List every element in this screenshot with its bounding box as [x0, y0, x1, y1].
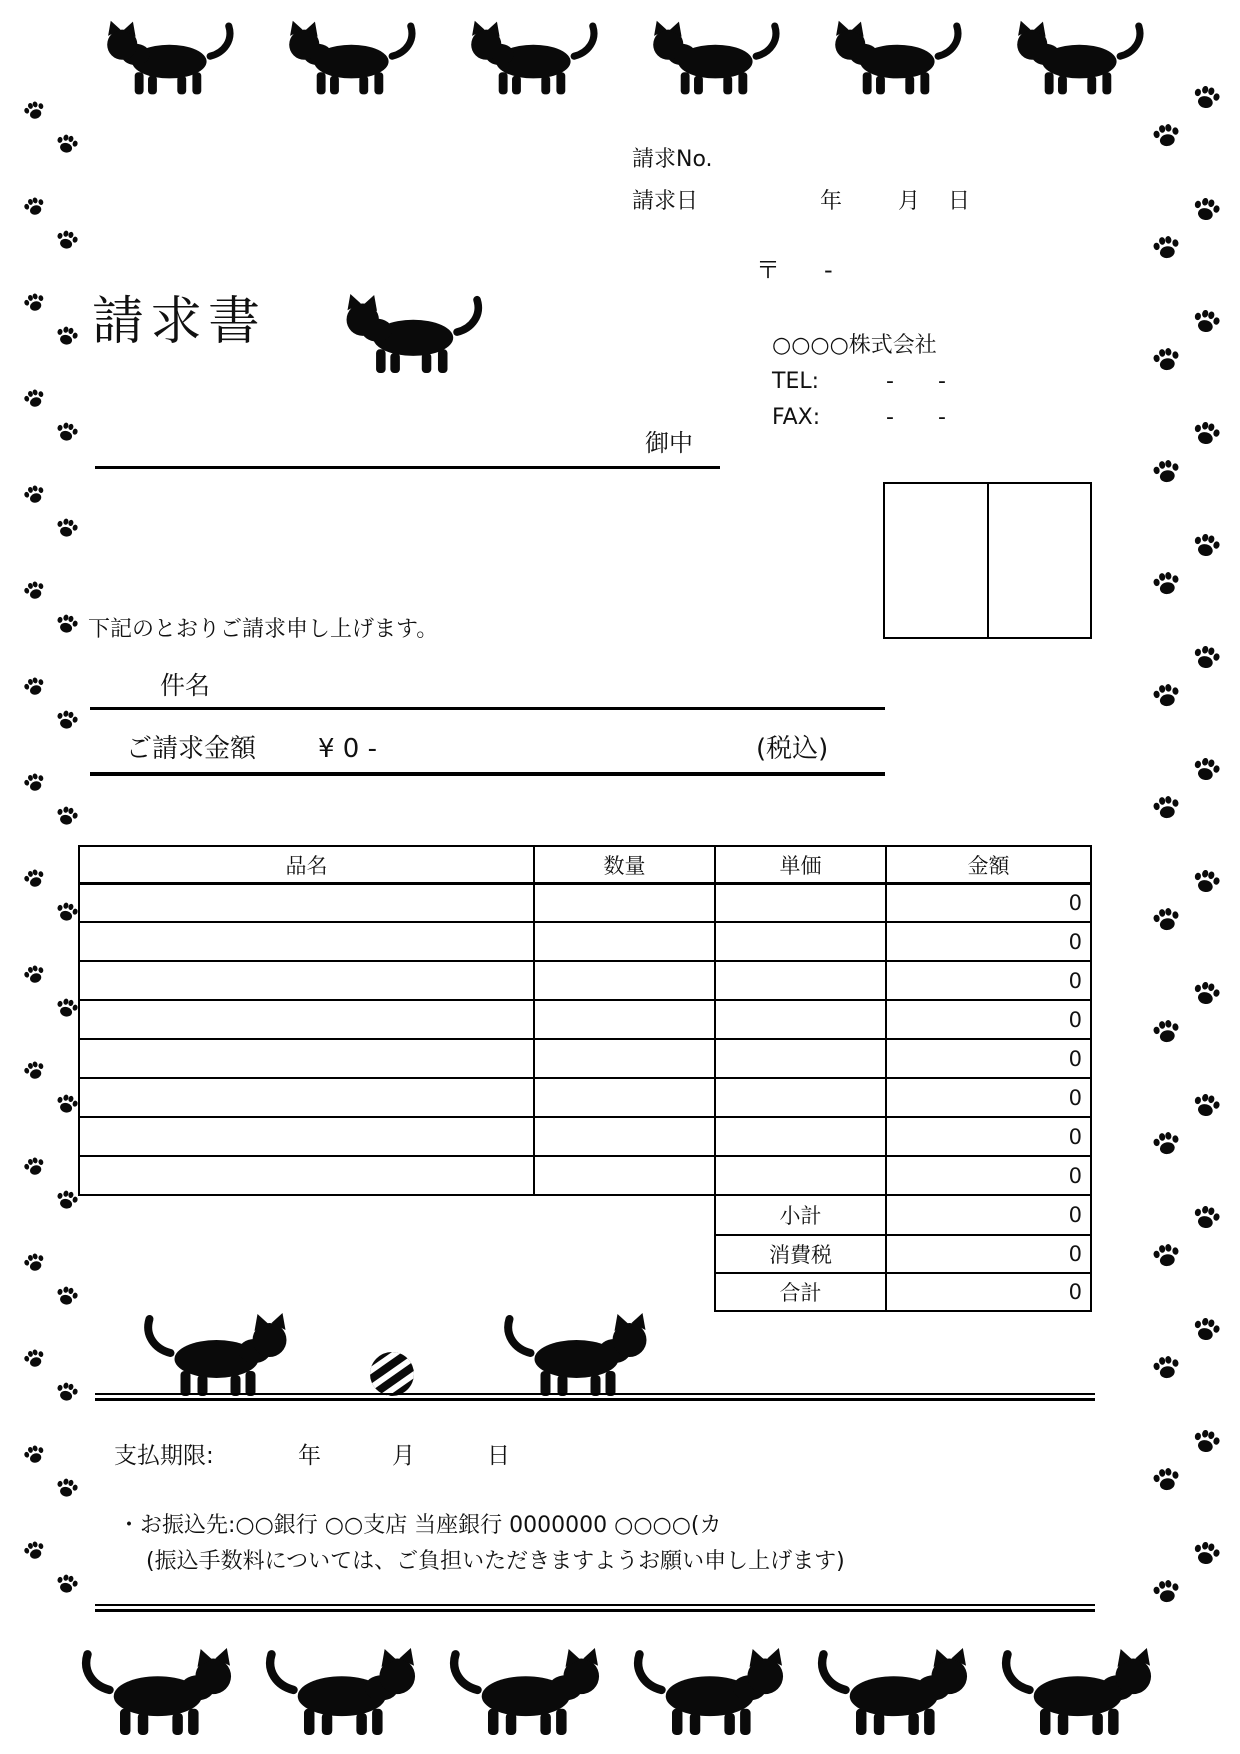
item-cell [80, 921, 533, 960]
amount-cell: 0 [885, 999, 1090, 1038]
cat-icon [639, 16, 781, 100]
summary-label: 小計 [779, 1204, 822, 1228]
paw-print-icon [1190, 193, 1223, 226]
fax-dash-2: - [938, 405, 946, 430]
fax-label: FAX: [772, 405, 821, 430]
paw-print-icon [54, 1283, 81, 1310]
due-year-label: 年 [298, 1443, 321, 1469]
amount-value: ¥ 0 - [318, 734, 377, 764]
summary-value: 0 [885, 1196, 1090, 1234]
paw-print-icon [54, 1379, 81, 1406]
col-header-unit-price: 単価 [714, 847, 885, 882]
paw-print-icon [54, 995, 81, 1022]
document-title: 請求書 [92, 292, 267, 352]
footer-divider [95, 1604, 1095, 1612]
addressee-suffix: 御中 [645, 429, 693, 457]
paw-print-icon [21, 385, 47, 411]
stamp-box-divider [987, 484, 989, 637]
summary-label: 消費税 [716, 1234, 885, 1272]
paw-print-icon [21, 1345, 47, 1371]
paw-print-icon [54, 803, 81, 830]
date-day-label: 日 [948, 189, 971, 214]
paw-print-icon [1151, 1352, 1182, 1383]
qty-cell [533, 1077, 714, 1116]
amount-cell: 0 [885, 1077, 1090, 1116]
ball-icon [368, 1350, 416, 1398]
paw-print-icon [21, 1153, 47, 1179]
paw-print-icon [1190, 977, 1223, 1010]
paw-print-icon [1190, 1537, 1223, 1570]
col-header-item: 品名 [285, 853, 328, 878]
paw-print-icon [1151, 232, 1182, 263]
item-cell [80, 1077, 533, 1116]
paw-print-icon [1151, 792, 1182, 823]
paw-print-icon [1151, 1576, 1182, 1607]
paw-print-icon [1151, 1016, 1182, 1047]
paw-print-icon [54, 899, 81, 926]
cat-icon [495, 1313, 670, 1397]
bank-info-line: ・お振込先:○○銀行 ○○支店 当座銀行 0000000 ○○○○(カ [118, 1513, 722, 1538]
paw-print-icon [21, 1537, 47, 1563]
paw-print-icon [1190, 417, 1223, 450]
amount-cell: 0 [885, 960, 1090, 999]
paw-print-icon [1190, 305, 1223, 338]
payment-section-divider [95, 1393, 1095, 1401]
unit-price-cell [714, 1155, 885, 1194]
unit-price-cell [714, 921, 885, 960]
paw-print-icon [54, 323, 81, 350]
paw-print-icon [1190, 753, 1223, 786]
cat-icon [93, 16, 235, 100]
date-month-label: 月 [898, 189, 921, 214]
paw-print-icon [1151, 1464, 1182, 1495]
tel-dash-2: - [938, 369, 946, 394]
summary-value: 0 [885, 1234, 1090, 1272]
cat-icon [631, 1648, 801, 1736]
cat-icon [135, 1313, 310, 1397]
stamp-box [883, 482, 1092, 639]
item-cell [80, 1116, 533, 1155]
paw-print-icon [1151, 680, 1182, 711]
cat-icon [263, 1648, 433, 1736]
paw-print-icon [21, 97, 47, 123]
paw-print-icon [21, 865, 47, 891]
item-cell [80, 1038, 533, 1077]
paw-print-icon [54, 515, 81, 542]
tel-label: TEL: [772, 369, 820, 394]
cat-icon [79, 1648, 249, 1736]
amount-cell: 0 [885, 1038, 1090, 1077]
paw-print-icon [1190, 1313, 1223, 1346]
unit-price-cell [714, 882, 885, 921]
paw-print-icon [1151, 568, 1182, 599]
addressee-underline [95, 466, 720, 469]
qty-cell [533, 960, 714, 999]
item-cell [80, 960, 533, 999]
unit-price-cell [714, 1077, 885, 1116]
qty-cell [533, 999, 714, 1038]
paw-print-icon [54, 1091, 81, 1118]
amount-cell: 0 [885, 1116, 1090, 1155]
cat-icon [815, 1648, 985, 1736]
date-year-label: 年 [820, 189, 843, 214]
paw-print-icon [1151, 1240, 1182, 1271]
paw-print-icon [21, 481, 47, 507]
item-cell [80, 999, 533, 1038]
paw-print-icon [54, 1571, 81, 1598]
paw-print-icon [54, 1475, 81, 1502]
paw-print-icon [1151, 1128, 1182, 1159]
cat-icon [821, 16, 963, 100]
amount-cell: 0 [885, 1155, 1090, 1194]
amount-cell: 0 [885, 882, 1090, 921]
items-table [78, 845, 1092, 1196]
paw-print-icon [1151, 904, 1182, 935]
amount-underline [90, 772, 885, 776]
paw-print-icon [54, 611, 81, 638]
paw-print-icon [1190, 641, 1223, 674]
paw-print-icon [21, 1441, 47, 1467]
due-month-label: 月 [392, 1443, 415, 1469]
summary-table [714, 1194, 1092, 1312]
paw-print-icon [1190, 529, 1223, 562]
paw-print-icon [21, 769, 47, 795]
cat-icon [447, 1648, 617, 1736]
paw-print-icon [21, 673, 47, 699]
summary-label: 合計 [716, 1272, 885, 1310]
unit-price-cell [714, 1116, 885, 1155]
paw-print-icon [54, 227, 81, 254]
invoice-date-label: 請求日 [632, 189, 699, 214]
qty-cell [533, 1155, 714, 1194]
paw-print-icon [1151, 456, 1182, 487]
paw-print-icon [54, 131, 81, 158]
fee-note-line: (振込手数料については、ご負担いただきますようお願い申し上げます) [146, 1549, 845, 1574]
greeting-text: 下記のとおりご請求申し上げます。 [88, 617, 439, 642]
paw-print-icon [21, 577, 47, 603]
qty-cell [533, 1116, 714, 1155]
subject-underline [90, 707, 885, 710]
paw-print-icon [1190, 1425, 1223, 1458]
paw-print-icon [1190, 1089, 1223, 1122]
tax-note: (税込) [756, 734, 829, 764]
col-header-qty: 数量 [533, 847, 714, 882]
paw-print-icon [1190, 1201, 1223, 1234]
postal-mark: 〒 [756, 256, 780, 284]
item-cell [80, 882, 533, 921]
unit-price-cell [714, 1038, 885, 1077]
cat-icon [999, 1648, 1169, 1736]
paw-print-icon [21, 1057, 47, 1083]
paw-print-icon [21, 961, 47, 987]
paw-print-icon [21, 289, 47, 315]
subject-label: 件名 [160, 671, 211, 700]
due-date-label: 支払期限: [114, 1443, 214, 1469]
cat-icon [457, 16, 599, 100]
unit-price-cell [714, 999, 885, 1038]
cat-icon [330, 294, 485, 374]
tel-dash-1: - [886, 369, 894, 394]
summary-value: 0 [885, 1272, 1090, 1310]
qty-cell [533, 882, 714, 921]
cat-icon [275, 16, 417, 100]
amount-cell: 0 [885, 921, 1090, 960]
cat-icon [1003, 16, 1145, 100]
due-day-label: 日 [487, 1443, 510, 1469]
company-name: ○○○○株式会社 [772, 333, 937, 358]
item-cell [80, 1155, 533, 1194]
paw-print-icon [1190, 865, 1223, 898]
paw-print-icon [54, 707, 81, 734]
paw-print-icon [21, 1249, 47, 1275]
col-header-amount: 金額 [885, 847, 1090, 882]
qty-cell [533, 1038, 714, 1077]
postal-dash: - [824, 256, 833, 284]
amount-label: ご請求金額 [126, 734, 257, 764]
paw-print-icon [1151, 120, 1182, 151]
qty-cell [533, 921, 714, 960]
invoice-no-label: 請求No. [632, 147, 713, 172]
paw-print-icon [1151, 344, 1182, 375]
unit-price-cell [714, 960, 885, 999]
paw-print-icon [54, 1187, 81, 1214]
paw-print-icon [54, 419, 81, 446]
paw-print-icon [1190, 81, 1223, 114]
fax-dash-1: - [886, 405, 894, 430]
paw-print-icon [21, 193, 47, 219]
